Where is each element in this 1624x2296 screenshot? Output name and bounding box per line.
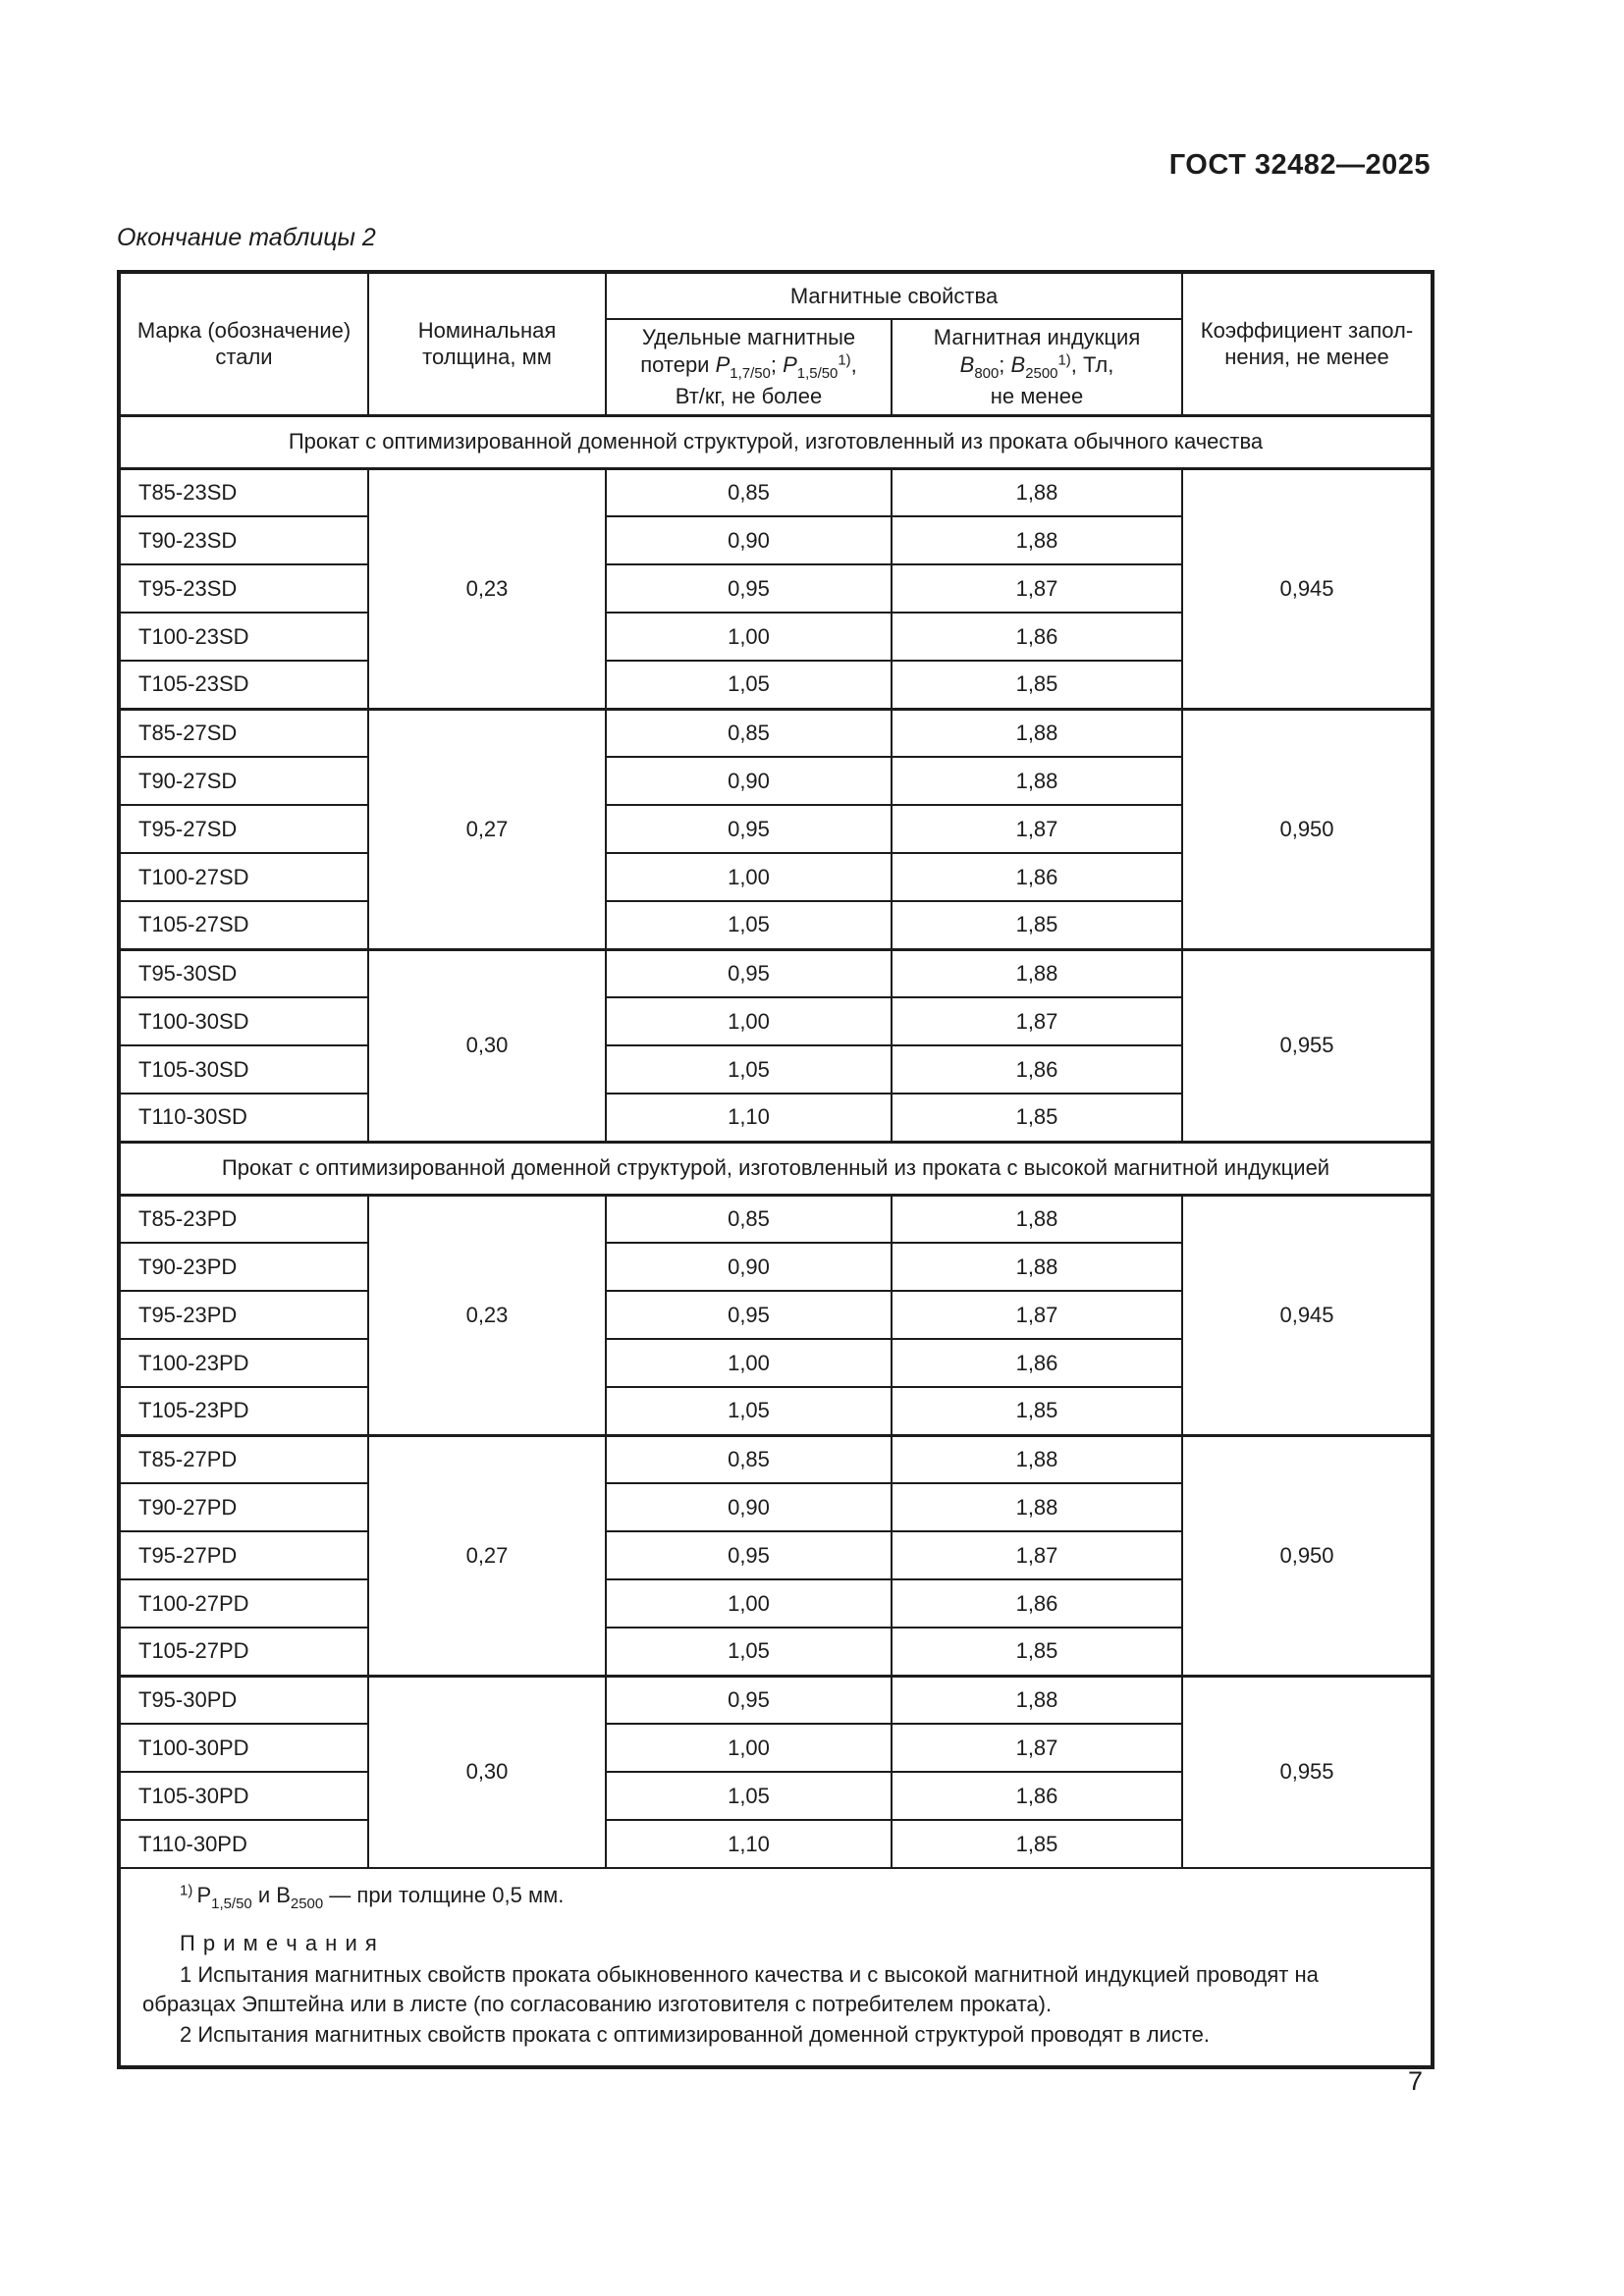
loss-cell: 0,95 xyxy=(606,949,892,997)
loss-cell: 0,85 xyxy=(606,709,892,757)
grade-cell: Т90-27PD xyxy=(119,1483,368,1531)
loss-cell: 1,05 xyxy=(606,1772,892,1820)
induction-cell: 1,86 xyxy=(892,1339,1182,1387)
thickness-cell: 0,23 xyxy=(368,1195,606,1435)
fill-factor-cell: 0,945 xyxy=(1182,468,1433,709)
induction-cell: 1,87 xyxy=(892,997,1182,1045)
loss-cell: 0,95 xyxy=(606,1291,892,1339)
notes-title: П р и м е ч а н и я xyxy=(180,1930,378,1955)
loss-cell: 0,95 xyxy=(606,805,892,853)
document-number: ГОСТ 32482—2025 xyxy=(1168,149,1431,181)
grade-cell: Т105-27SD xyxy=(119,901,368,949)
fill-factor-cell: 0,950 xyxy=(1182,709,1433,949)
induction-cell: 1,87 xyxy=(892,564,1182,613)
loss-cell: 1,00 xyxy=(606,613,892,661)
grade-cell: Т105-23SD xyxy=(119,661,368,709)
grade-cell: Т100-27PD xyxy=(119,1579,368,1628)
induction-cell: 1,88 xyxy=(892,516,1182,564)
col-header-thickness: Номинальная толщина, мм xyxy=(368,272,606,415)
induction-cell: 1,85 xyxy=(892,1628,1182,1676)
grade-cell: Т95-30PD xyxy=(119,1676,368,1724)
loss-cell: 0,90 xyxy=(606,1243,892,1291)
grade-cell: Т100-30PD xyxy=(119,1724,368,1772)
loss-cell: 1,00 xyxy=(606,997,892,1045)
symbol-B: B xyxy=(959,351,975,377)
loss-cell: 0,95 xyxy=(606,1676,892,1724)
col-header-specific-losses: Удельные магнитные потери $P_{1,7/50}$; $P_{1,5/50}^{1)}$, Вт/кг, не более xyxy=(606,319,892,415)
fill-factor-cell: 0,950 xyxy=(1182,1435,1433,1676)
table-caption: Окончание таблицы 2 xyxy=(117,224,376,251)
loss-cell: 1,00 xyxy=(606,1339,892,1387)
loss-cell: 1,05 xyxy=(606,1045,892,1094)
induction-cell: 1,87 xyxy=(892,805,1182,853)
induction-cell: 1,86 xyxy=(892,1772,1182,1820)
grade-cell: Т85-23SD xyxy=(119,468,368,516)
induction-cell: 1,85 xyxy=(892,1820,1182,1868)
loss-cell: 1,05 xyxy=(606,1628,892,1676)
loss-cell: 0,95 xyxy=(606,564,892,613)
loss-cell: 0,95 xyxy=(606,1531,892,1579)
thickness-cell: 0,23 xyxy=(368,468,606,709)
thickness-cell: 0,30 xyxy=(368,1676,606,1868)
thickness-cell: 0,30 xyxy=(368,949,606,1142)
induction-cell: 1,88 xyxy=(892,949,1182,997)
grade-cell: Т90-27SD xyxy=(119,757,368,805)
grade-cell: Т110-30PD xyxy=(119,1820,368,1868)
loss-cell: 0,85 xyxy=(606,1195,892,1243)
induction-cell: 1,88 xyxy=(892,1195,1182,1243)
induction-cell: 1,87 xyxy=(892,1531,1182,1579)
loss-cell: 1,00 xyxy=(606,853,892,901)
induction-cell: 1,85 xyxy=(892,661,1182,709)
loss-cell: 1,10 xyxy=(606,1094,892,1142)
grade-cell: Т100-23SD xyxy=(119,613,368,661)
footnote-cell xyxy=(119,1868,1433,2067)
induction-cell: 1,85 xyxy=(892,1094,1182,1142)
thickness-cell: 0,27 xyxy=(368,1435,606,1676)
table-row xyxy=(119,468,1433,516)
section-row xyxy=(119,415,1433,468)
induction-cell: 1,88 xyxy=(892,757,1182,805)
grade-cell: Т100-27SD xyxy=(119,853,368,901)
table-row xyxy=(119,709,1433,757)
grade-cell: Т95-30SD xyxy=(119,949,368,997)
fill-factor-cell: 0,945 xyxy=(1182,1195,1433,1435)
induction-cell: 1,86 xyxy=(892,1045,1182,1094)
induction-cell: 1,87 xyxy=(892,1724,1182,1772)
col-header-fill-factor: Коэффициент запол- нения, не менее xyxy=(1182,272,1433,415)
grade-cell: Т90-23SD xyxy=(119,516,368,564)
col-header-magnetic-induction: Магнитная индукция $B_{800}$; $B_{2500}^{1)}$, Тл, не менее xyxy=(892,319,1182,415)
col-header-magnetic-group: Магнитные свойства xyxy=(606,272,1182,319)
grade-cell: Т85-23PD xyxy=(119,1195,368,1243)
loss-cell: 1,00 xyxy=(606,1579,892,1628)
loss-cell: 1,10 xyxy=(606,1820,892,1868)
symbol-B: B xyxy=(1010,351,1026,377)
induction-cell: 1,88 xyxy=(892,468,1182,516)
induction-cell: 1,86 xyxy=(892,853,1182,901)
fill-factor-cell: 0,955 xyxy=(1182,949,1433,1142)
induction-cell: 1,88 xyxy=(892,1243,1182,1291)
footnote-ref: 1) xyxy=(838,351,851,369)
induction-cell: 1,85 xyxy=(892,1387,1182,1435)
col-header-grade: Марка (обозначение) стали xyxy=(119,272,368,415)
loss-cell: 0,85 xyxy=(606,468,892,516)
loss-cell: 1,05 xyxy=(606,901,892,949)
section-title: Прокат с оптимизированной доменной структурой, изготовленный из проката обычного качества xyxy=(119,415,1433,468)
induction-cell: 1,86 xyxy=(892,613,1182,661)
induction-cell: 1,88 xyxy=(892,1435,1182,1483)
loss-cell: 0,90 xyxy=(606,1483,892,1531)
table-body xyxy=(119,415,1433,1868)
fill-factor-cell: 0,955 xyxy=(1182,1676,1433,1868)
induction-cell: 1,87 xyxy=(892,1291,1182,1339)
footnote-ref: 1) xyxy=(1057,351,1071,369)
table-row xyxy=(119,949,1433,997)
table-row xyxy=(119,1676,1433,1724)
thickness-cell: 0,27 xyxy=(368,709,606,949)
induction-cell: 1,88 xyxy=(892,709,1182,757)
grade-cell: Т105-30SD xyxy=(119,1045,368,1094)
table-header xyxy=(119,272,1433,415)
grade-cell: Т95-23SD xyxy=(119,564,368,613)
symbol-P: P xyxy=(715,351,731,377)
grade-cell: Т95-23PD xyxy=(119,1291,368,1339)
grade-cell: Т105-30PD xyxy=(119,1772,368,1820)
footnote-row xyxy=(119,1868,1433,2067)
grade-cell: Т105-23PD xyxy=(119,1387,368,1435)
loss-cell: 1,00 xyxy=(606,1724,892,1772)
grade-cell: Т95-27SD xyxy=(119,805,368,853)
induction-cell: 1,88 xyxy=(892,1676,1182,1724)
table-2 xyxy=(117,270,1435,2069)
grade-cell: Т105-27PD xyxy=(119,1628,368,1676)
symbol-P: P xyxy=(783,351,797,377)
induction-cell: 1,85 xyxy=(892,901,1182,949)
table-row xyxy=(119,1195,1433,1243)
loss-cell: 1,05 xyxy=(606,1387,892,1435)
section-row xyxy=(119,1142,1433,1195)
grade-cell: Т100-23PD xyxy=(119,1339,368,1387)
loss-cell: 0,90 xyxy=(606,757,892,805)
page-number: 7 xyxy=(1408,2066,1424,2096)
induction-cell: 1,88 xyxy=(892,1483,1182,1531)
note-1: 1 Испытания магнитных свойств проката обыкновенного качества и с высокой магнитной индукцией проводят на образцах Эпштейна или в листе (по согласованию изготовителя с потребителем проката). xyxy=(142,1962,1319,2017)
grade-cell: Т110-30SD xyxy=(119,1094,368,1142)
footnote-marker: 1) xyxy=(180,1882,197,1899)
induction-cell: 1,86 xyxy=(892,1579,1182,1628)
table-row xyxy=(119,1435,1433,1483)
section-title: Прокат с оптимизированной доменной структурой, изготовленный из проката с высокой магнитной индукцией xyxy=(119,1142,1433,1195)
loss-cell: 0,90 xyxy=(606,516,892,564)
note-2: 2 Испытания магнитных свойств проката с оптимизированной доменной структурой проводят в листе. xyxy=(180,2021,1211,2047)
grade-cell: Т85-27SD xyxy=(119,709,368,757)
loss-cell: 1,05 xyxy=(606,661,892,709)
loss-cell: 0,85 xyxy=(606,1435,892,1483)
footnote: $^{1)}$ $P_{1,5/50}$ и $B_{2500}$ — при толщине 0,5 мм. xyxy=(180,1882,565,1913)
grade-cell: Т100-30SD xyxy=(119,997,368,1045)
grade-cell: Т90-23PD xyxy=(119,1243,368,1291)
table-foot xyxy=(119,1868,1433,2067)
grade-cell: Т85-27PD xyxy=(119,1435,368,1483)
grade-cell: Т95-27PD xyxy=(119,1531,368,1579)
